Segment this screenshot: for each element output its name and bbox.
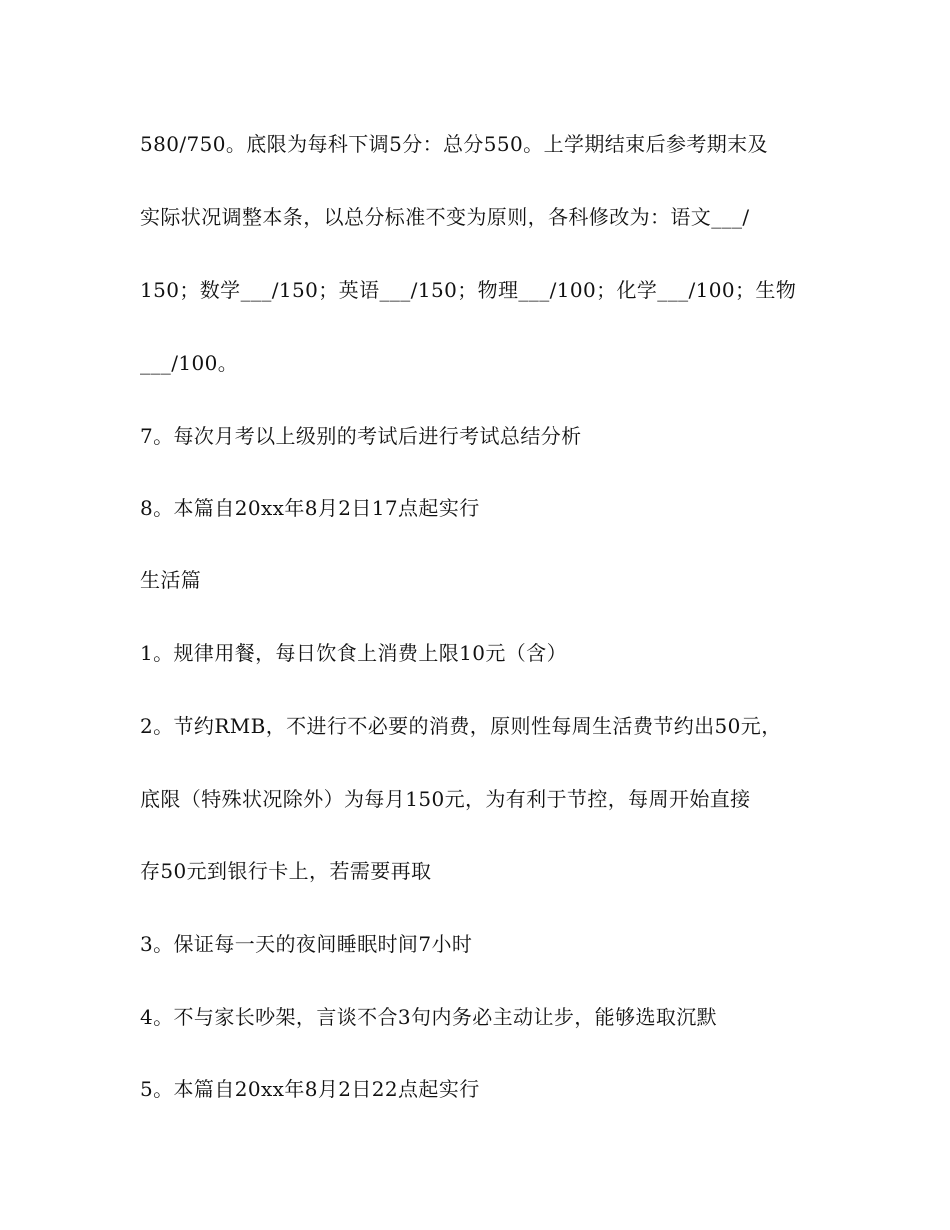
section-heading: 生活篇 — [140, 568, 202, 592]
list-item-2: 2。节约RMB，不进行不必要的消费，原则性每周生活费节约出50元， — [140, 714, 782, 738]
list-item-5: 5。本篇自20xx年8月2日22点起实行 — [140, 1077, 480, 1101]
paragraph-line: 底限（特殊状况除外）为每月150元，为有利于节控，每周开始直接 — [140, 787, 751, 811]
list-item-3: 3。保证每一天的夜间睡眠时间7小时 — [140, 932, 473, 956]
list-item-1: 1。规律用餐，每日饮食上消费上限10元（含） — [140, 641, 567, 665]
list-item-8: 8。本篇自20xx年8月2日17点起实行 — [140, 496, 480, 520]
paragraph-line: ___/100。 — [140, 351, 239, 375]
paragraph-line: 存50元到银行卡上，若需要再取 — [140, 859, 432, 883]
paragraph-line: 150；数学___/150；英语___/150；物理___/100；化学___/100；生物 — [140, 278, 797, 302]
paragraph-line: 实际状况调整本条，以总分标准不变为原则，各科修改为：语文___/ — [140, 205, 750, 229]
list-item-4: 4。不与家长吵架，言谈不合3句内务必主动让步，能够选取沉默 — [140, 1005, 718, 1029]
list-item-7: 7。每次月考以上级别的考试后进行考试总结分析 — [140, 424, 582, 448]
paragraph-line: 580/750。底限为每科下调5分：总分550。上学期结束后参考期末及 — [140, 132, 768, 156]
